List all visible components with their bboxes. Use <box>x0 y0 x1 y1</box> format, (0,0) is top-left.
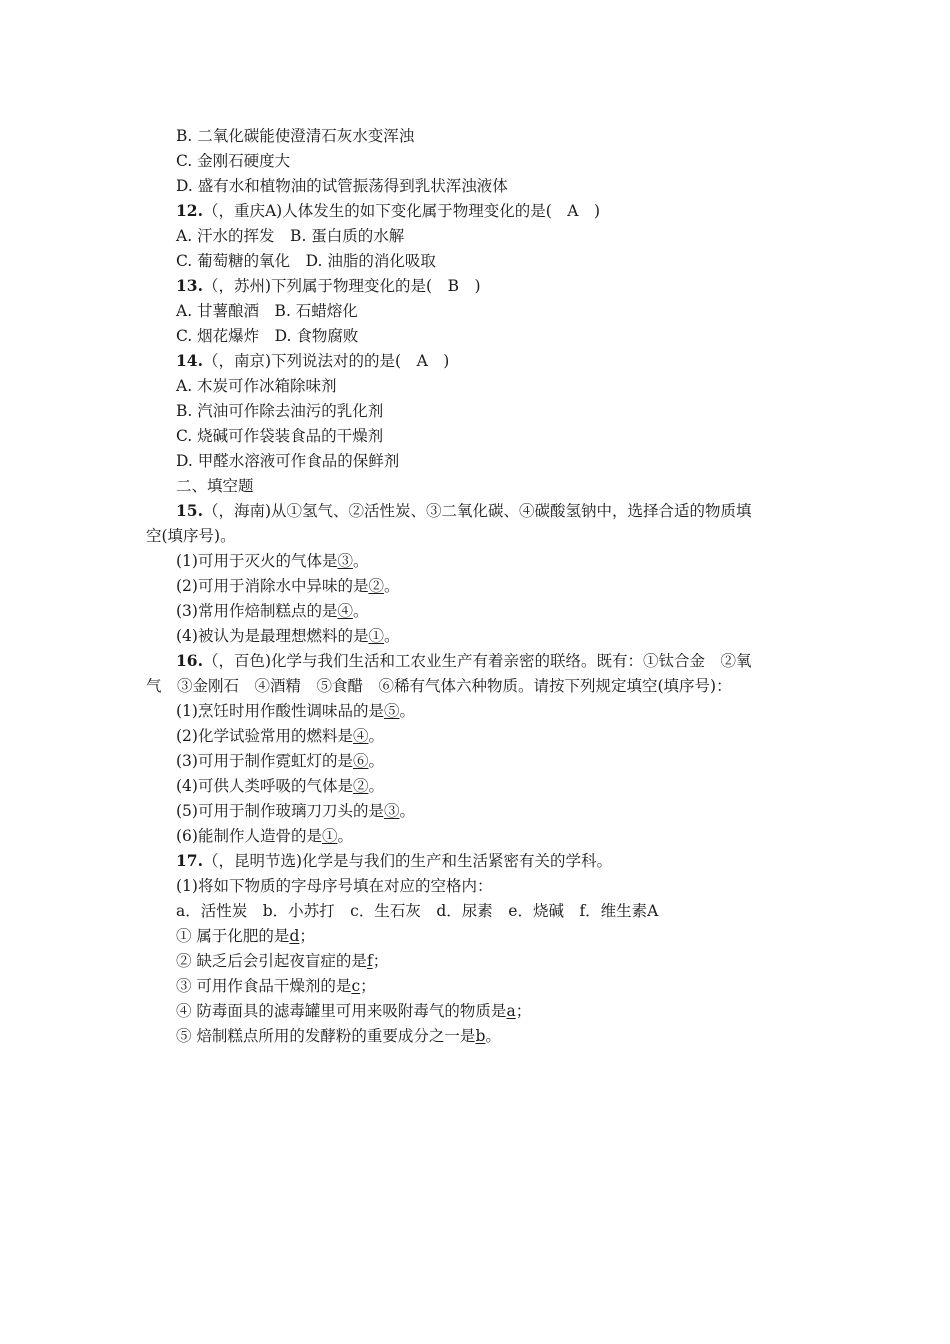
q16-item-end: 。 <box>368 727 384 745</box>
q15-number: 15. <box>176 501 203 520</box>
q15-item-end: 。 <box>352 552 369 570</box>
q15-item-text: (1)可用于灭火的气体是 <box>176 552 338 570</box>
q17-item-text: ④ 防毒面具的滤毒罐里可用来吸附毒气的物质是 <box>176 1002 507 1020</box>
q14-option-d: D. 甲醛水溶液可作食品的保鲜剂 <box>176 452 400 470</box>
q17-item-answer: a <box>506 1002 516 1020</box>
q16-item <box>176 751 384 771</box>
q17-item-end: ； <box>299 927 315 945</box>
q12-options-ab: A. 汗水的挥发 B. 蛋白质的水解 <box>176 227 405 245</box>
q17-item-end: ； <box>515 1002 532 1020</box>
q15-text-line1: （，海南)从①氢气、②活性炭、③二氧化碳、④碳酸氢钠中，选择合适的物质填 <box>202 502 752 520</box>
q17-item-text: ① 属于化肥的是 <box>176 927 290 945</box>
q17-sub1: (1)将如下物质的字母序号填在对应的空格内： <box>176 877 493 895</box>
q17-item-text: ⑤ 焙制糕点所用的发酵粉的重要成分之一是 <box>176 1027 476 1045</box>
q14-option-a: A. 木炭可作冰箱除味剂 <box>176 377 337 395</box>
q17-item-end: ； <box>372 952 389 970</box>
q17-stem <box>176 851 612 871</box>
q16-item-end: 。 <box>399 802 415 820</box>
q17-item-answer: f <box>366 952 373 970</box>
q16-item <box>176 726 384 746</box>
q11-option-c: C. 金刚石硬度大 <box>176 152 291 170</box>
q16-item <box>176 776 384 796</box>
q15-item-text: (2)可用于消除水中异味的是 <box>176 577 369 595</box>
q16-item-answer: ④ <box>352 727 369 745</box>
q16-item-text: (2)化学试验常用的燃料是 <box>176 727 353 745</box>
q14-stem <box>176 351 449 371</box>
q14-number: 14. <box>176 351 203 370</box>
q13-stem <box>176 276 481 296</box>
q15-text-line2: 空(填序号)。 <box>146 527 236 545</box>
q14-option-b: B. 汽油可作除去油污的乳化剂 <box>176 402 384 420</box>
q15-stem <box>176 501 752 521</box>
q16-item-answer: ⑤ <box>383 702 400 720</box>
q16-text-line2: 气 ③金刚石 ④酒精 ⑤食醋 ⑥稀有气体六种物质。请按下列规定填空(填序号)： <box>146 677 732 695</box>
q15-item <box>176 601 369 621</box>
q17-options: a．活性炭 b．小苏打 c．生石灰 d．尿素 e．烧碱 f．维生素A <box>176 902 659 920</box>
q15-item-answer: ① <box>368 627 384 645</box>
q17-item-text: ② 缺乏后会引起夜盲症的是 <box>176 952 367 970</box>
q17-text: （，昆明节选)化学是与我们的生产和生活紧密有关的学科。 <box>202 852 613 870</box>
q15-item-text: (4)被认为是最理想燃料的是 <box>176 627 369 645</box>
q15-item <box>176 551 369 571</box>
q16-item-answer: ③ <box>383 802 400 820</box>
q16-item-text: (4)可供人类呼吸的气体是 <box>176 777 353 795</box>
q15-item-end: 。 <box>383 627 400 645</box>
q17-item <box>176 976 376 996</box>
q16-item <box>176 826 353 846</box>
q16-item-answer: ① <box>321 827 338 845</box>
q17-item-answer: d <box>289 927 300 945</box>
q16-item-answer: ⑥ <box>352 752 369 770</box>
q16-item-end: 。 <box>337 827 353 845</box>
q13-options-ab: A. 甘薯酿酒 B. 石蜡熔化 <box>176 302 358 320</box>
q17-item-end: 。 <box>485 1027 501 1045</box>
q17-item <box>176 926 315 946</box>
q16-item-end: 。 <box>368 752 384 770</box>
q16-stem <box>176 651 752 671</box>
q12-options-cd: C. 葡萄糖的氧化 D. 油脂的消化吸取 <box>176 252 436 270</box>
q16-item-end: 。 <box>368 777 384 795</box>
q16-item <box>176 701 415 721</box>
q15-item-answer: ④ <box>337 602 353 620</box>
q17-item-answer: c <box>351 977 361 995</box>
q16-item-end: 。 <box>399 702 415 720</box>
q17-item <box>176 951 388 971</box>
q15-item <box>176 626 400 646</box>
q16-item-text: (3)可用于制作霓虹灯的是 <box>176 752 353 770</box>
q15-item <box>176 576 400 596</box>
q12-number: 12. <box>176 201 203 220</box>
section-title: 二、填空题 <box>176 477 254 495</box>
q14-text: （，南京)下列说法对的的是( A ) <box>202 352 450 370</box>
q17-item-end: ； <box>360 977 376 995</box>
q11-option-d: D. 盛有水和植物油的试管振荡得到乳状浑浊液体 <box>176 177 508 195</box>
q15-item-text: (3)常用作焙制糕点的是 <box>176 602 338 620</box>
q16-item-text: (5)可用于制作玻璃刀刀头的是 <box>176 802 384 820</box>
q15-item-end: 。 <box>383 577 400 595</box>
q16-item <box>176 801 415 821</box>
q11-option-b: B. 二氧化碳能使澄清石灰水变浑浊 <box>176 127 415 145</box>
q17-item-answer: b <box>475 1027 486 1045</box>
q14-option-c: C. 烧碱可作袋装食品的干燥剂 <box>176 427 384 445</box>
q16-item-text: (1)烹饪时用作酸性调味品的是 <box>176 702 384 720</box>
q16-number: 16. <box>176 651 203 670</box>
q13-text: （，苏州)下列属于物理变化的是( B ) <box>202 277 481 295</box>
q17-item <box>176 1001 531 1021</box>
q15-item-answer: ② <box>368 577 384 595</box>
q12-text: （，重庆A)人体发生的如下变化属于物理变化的是( A ) <box>202 202 600 220</box>
q17-item-text: ③ 可用作食品干燥剂的是 <box>176 977 352 995</box>
q15-item-end: 。 <box>352 602 369 620</box>
q16-item-answer: ② <box>352 777 369 795</box>
q13-options-cd: C. 烟花爆炸 D. 食物腐败 <box>176 327 359 345</box>
q15-item-answer: ③ <box>337 552 353 570</box>
q17-number: 17. <box>176 851 203 870</box>
q16-text-line1: （，百色)化学与我们生活和工农业生产有着亲密的联络。既有：①钛合金 ②氧 <box>202 652 752 670</box>
q12-stem <box>176 201 600 221</box>
q17-item <box>176 1026 501 1046</box>
q16-item-text: (6)能制作人造骨的是 <box>176 827 322 845</box>
q13-number: 13. <box>176 276 203 295</box>
